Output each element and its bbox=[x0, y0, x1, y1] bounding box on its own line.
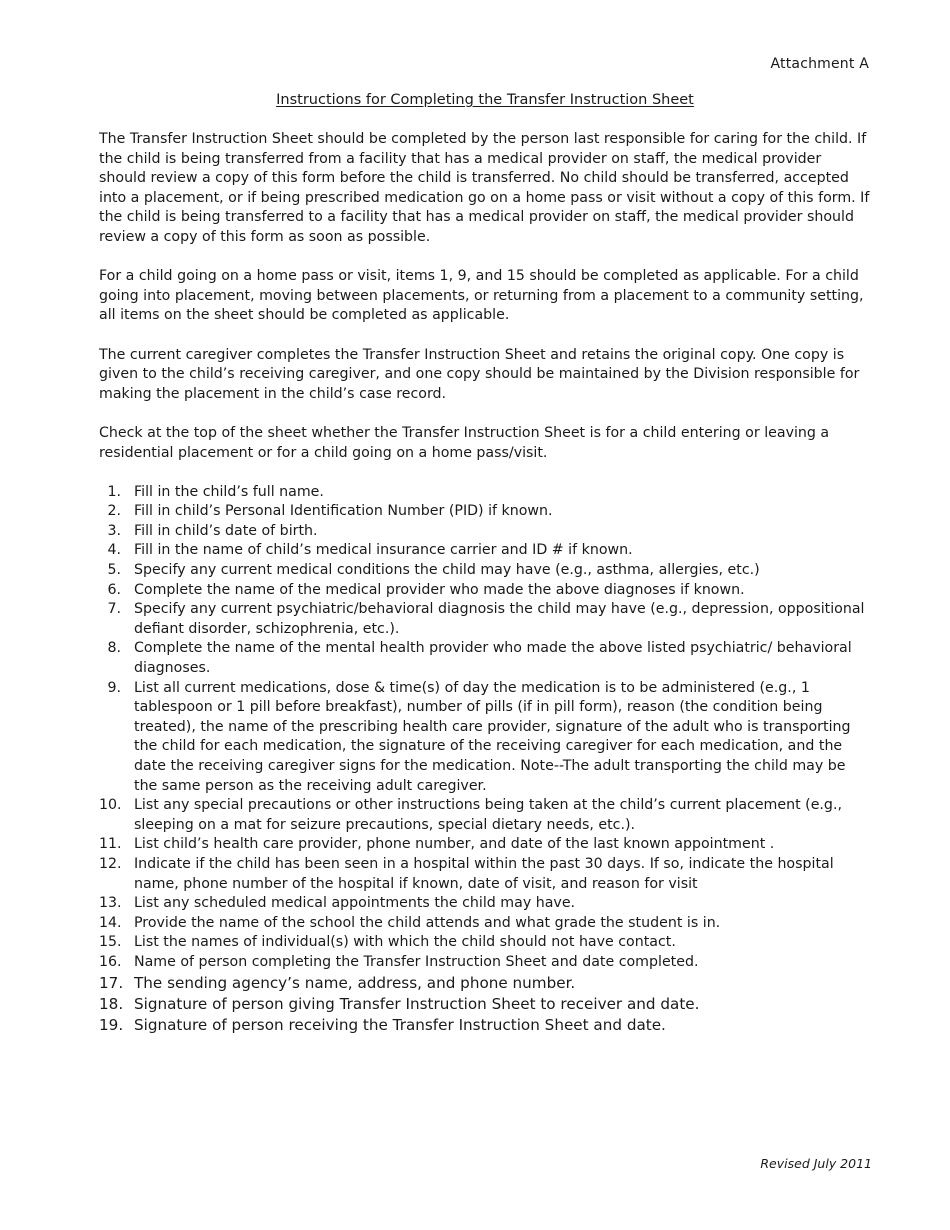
list-item bbox=[99, 914, 871, 934]
caregiver-paragraph: The current caregiver completes the Transfer Instruction Sheet and retains the original copy. One copy is given to the child’s receiving caregiver, and one copy should be maintained by the Division responsible for making the placement in the child’s case record. bbox=[99, 346, 860, 402]
list-item bbox=[99, 541, 871, 561]
item-number: 7. bbox=[107, 601, 121, 618]
item-text: List any special precautions or other instructions being taken at the child’s current placement (e.g., sleeping on a mat for seizure precautions, special dietary needs, etc.). bbox=[134, 797, 842, 833]
list-item bbox=[99, 483, 871, 503]
list-item bbox=[99, 600, 871, 639]
list-item bbox=[99, 522, 871, 542]
document-body bbox=[99, 130, 871, 1036]
list-item bbox=[99, 933, 871, 953]
item-text: Fill in child’s Personal Identification Number (PID) if known. bbox=[134, 503, 553, 520]
item-number: 5. bbox=[107, 562, 121, 579]
item-number: 4. bbox=[107, 542, 121, 559]
item-text: Specify any current medical conditions the child may have (e.g., asthma, allergies, etc.) bbox=[134, 562, 760, 579]
item-number: 19. bbox=[99, 1015, 124, 1034]
item-text: List all current medications, dose & time(s) of day the medication is to be administered (e.g., 1 tablespoon or 1 pill before breakfast), number of pills (if in pill form), reason (the condition being treated), the name of the prescribing health care provider, signature of the adult who is transporting the child for each medication, the signature of the receiving caregiver for each medication, and the date the receiving caregiver signs for the medication. Note--The adult transporting the child may be the same person as the receiving adult caregiver. bbox=[134, 679, 851, 794]
item-text: Complete the name of the mental health provider who made the above listed psychiatric/ behavioral diagnoses. bbox=[134, 640, 852, 677]
item-number: 16. bbox=[99, 953, 122, 970]
item-text: Signature of person receiving the Transfer Instruction Sheet and date. bbox=[134, 1015, 666, 1034]
item-number: 8. bbox=[107, 640, 121, 657]
item-text: List any scheduled medical appointments the child may have. bbox=[134, 895, 576, 912]
list-item bbox=[99, 561, 871, 581]
item-number: 9. bbox=[107, 679, 121, 696]
list-item bbox=[99, 973, 871, 994]
item-number: 15. bbox=[99, 934, 122, 951]
attachment-label: Attachment A bbox=[770, 56, 869, 72]
list-item bbox=[99, 835, 871, 855]
item-number: 17. bbox=[99, 973, 124, 992]
item-text: Specify any current psychiatric/behavioral diagnosis the child may have (e.g., depression, oppositional defiant disorder, schizophrenia, etc.). bbox=[134, 601, 865, 637]
list-item bbox=[99, 796, 871, 835]
home-pass-paragraph: For a child going on a home pass or visit, items 1, 9, and 15 should be completed as applicable. For a child going into placement, moving between placements, or returning from a placement to a community setting, all items on the sheet should be completed as applicable. bbox=[99, 268, 864, 324]
item-number: 3. bbox=[107, 522, 121, 539]
item-number: 6. bbox=[107, 581, 121, 598]
list-item bbox=[99, 1015, 871, 1036]
instruction-steps-list bbox=[99, 483, 871, 1036]
item-number: 2. bbox=[107, 503, 121, 520]
item-text: The sending agency’s name, address, and phone number. bbox=[134, 973, 576, 992]
item-text: Signature of person giving Transfer Instruction Sheet to receiver and date. bbox=[134, 994, 700, 1013]
list-item bbox=[99, 855, 871, 894]
item-text: Complete the name of the medical provider who made the above diagnoses if known. bbox=[134, 581, 745, 598]
intro-paragraph: The Transfer Instruction Sheet should be completed by the person last responsible for caring for the child. If the child is being transferred from a facility that has a medical provider on staff, the medical provider should review a copy of this form before the child is transferred. No child should be transferred, accepted into a placement, or if being prescribed medication go on a home pass or visit without a copy of this form. If the child is being transferred to a facility that has a medical provider on staff, the medical provider should review a copy of this form as soon as possible. bbox=[99, 131, 870, 245]
item-number: 10. bbox=[99, 797, 122, 814]
item-text: List child’s health care provider, phone number, and date of the last known appointment . bbox=[134, 836, 775, 853]
item-text: Name of person completing the Transfer Instruction Sheet and date completed. bbox=[134, 953, 699, 970]
list-item bbox=[99, 953, 871, 973]
list-item bbox=[99, 639, 871, 678]
item-text: Provide the name of the school the child attends and what grade the student is in. bbox=[134, 914, 721, 931]
item-number: 11. bbox=[99, 836, 122, 853]
list-item bbox=[99, 994, 871, 1015]
list-item bbox=[99, 679, 871, 797]
list-item bbox=[99, 894, 871, 914]
list-item bbox=[99, 581, 871, 601]
item-number: 1. bbox=[107, 483, 121, 500]
item-text: List the names of individual(s) with which the child should not have contact. bbox=[134, 934, 676, 951]
document-title: Instructions for Completing the Transfer Instruction Sheet bbox=[276, 92, 694, 108]
check-paragraph: Check at the top of the sheet whether the Transfer Instruction Sheet is for a child entering or leaving a residential placement or for a child going on a home pass/visit. bbox=[99, 424, 830, 461]
item-number: 14. bbox=[99, 914, 122, 931]
revision-date: Revised July 2011 bbox=[760, 1156, 872, 1171]
item-text: Fill in the name of child’s medical insurance carrier and ID # if known. bbox=[134, 542, 633, 559]
item-text: Fill in the child’s full name. bbox=[134, 483, 324, 500]
item-number: 12. bbox=[99, 855, 122, 872]
item-number: 18. bbox=[99, 994, 124, 1013]
item-number: 13. bbox=[99, 895, 122, 912]
list-item bbox=[99, 502, 871, 522]
item-text: Fill in child’s date of birth. bbox=[134, 522, 318, 539]
item-text: Indicate if the child has been seen in a hospital within the past 30 days. If so, indicate the hospital name, phone number of the hospital if known, date of visit, and reason for visit bbox=[134, 855, 834, 892]
